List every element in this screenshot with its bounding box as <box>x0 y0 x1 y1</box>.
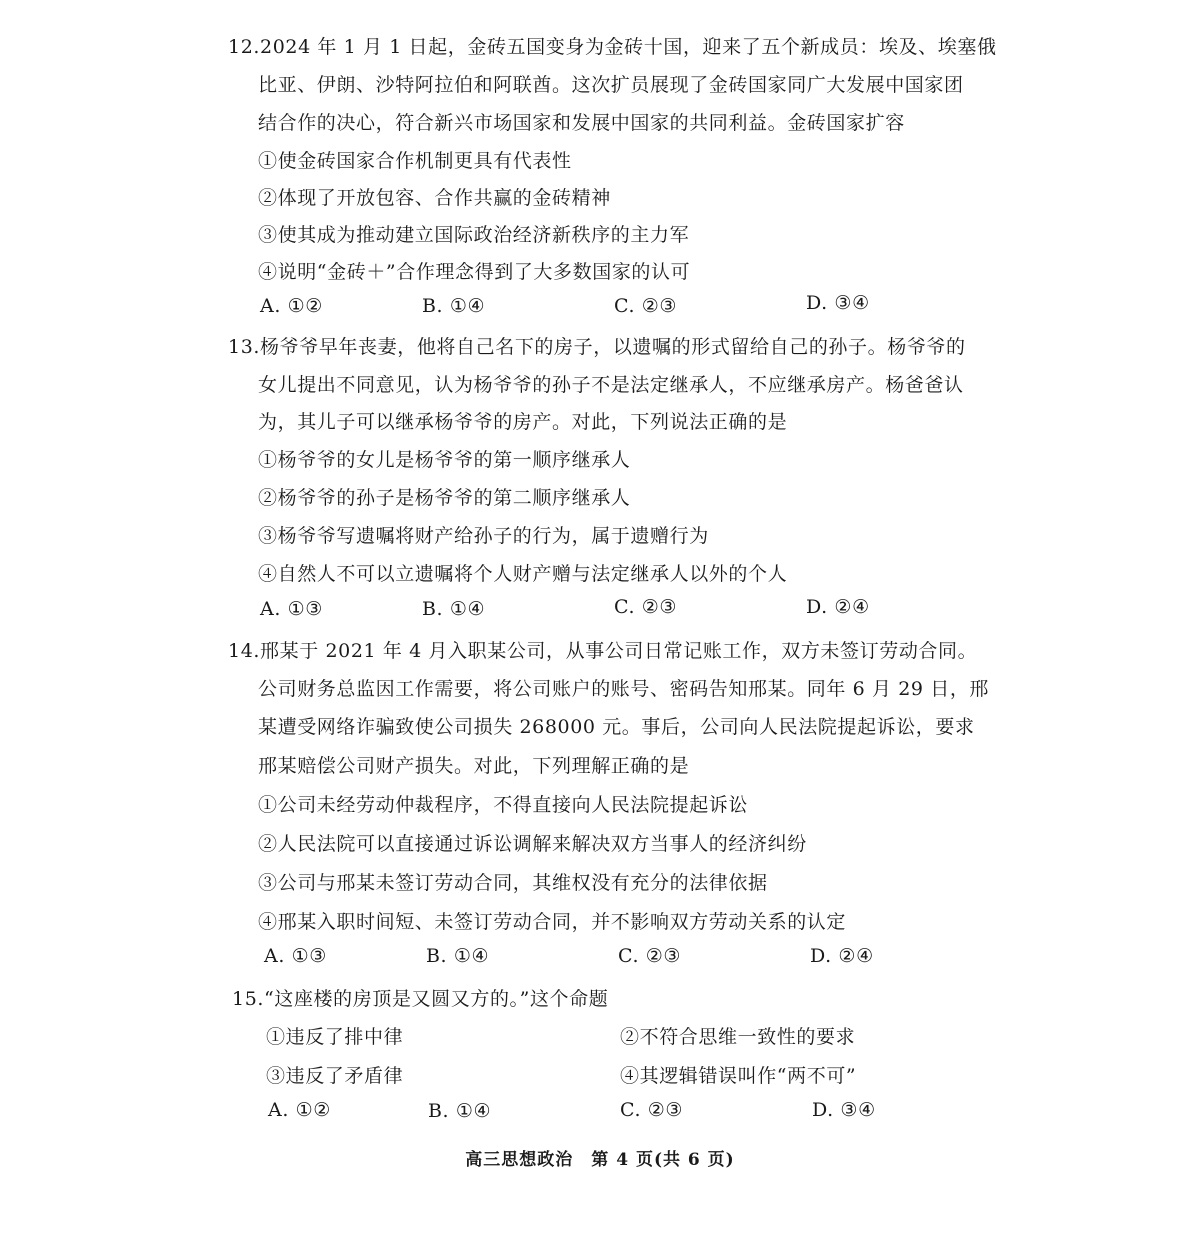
question-12-item-1: ①使金砖国家合作机制更具有代表性 <box>258 150 572 172</box>
question-14-item-2: ②人民法院可以直接通过诉讼调解来解决双方当事人的经济纠纷 <box>258 833 807 855</box>
question-13-item-3: ③杨爷爷写遗嘱将财产给孙子的行为，属于遗赠行为 <box>258 525 709 547</box>
question-13-line-3: 为，其儿子可以继承杨爷爷的房产。对此，下列说法正确的是 <box>258 411 788 433</box>
question-number: 12. <box>228 36 261 58</box>
question-15-item-3: ③违反了矛盾律 <box>266 1065 404 1087</box>
question-13-line-1: 13.杨爷爷早年丧妻，他将自己名下的房子，以遗嘱的形式留给自己的孙子。杨爷爷的 <box>228 336 966 358</box>
question-15-line-1: 15.“这座楼的房顶是又圆又方的。”这个命题 <box>232 988 609 1010</box>
question-12-line-2: 比亚、伊朗、沙特阿拉伯和阿联酋。这次扩员展现了金砖国家同广大发展中国家团 <box>258 74 964 96</box>
page-footer: 高三思想政治 第 4 页(共 6 页) <box>465 1150 735 1170</box>
question-14-option-c: C. ②③ <box>618 945 682 967</box>
question-14-option-d: D. ②④ <box>810 945 874 967</box>
question-15-option-d: D. ③④ <box>812 1099 876 1121</box>
question-number: 13. <box>228 336 261 358</box>
question-15-item-4: ④其逻辑错误叫作“两不可” <box>620 1065 857 1087</box>
question-12-option-d: D. ③④ <box>806 292 870 314</box>
question-14-item-4: ④邢某入职时间短、未签订劳动合同，并不影响双方劳动关系的认定 <box>258 911 847 933</box>
question-13-item-4: ④自然人不可以立遗嘱将个人财产赠与法定继承人以外的个人 <box>258 563 788 585</box>
question-12-line-1: 12.2024 年 1 月 1 日起，金砖五国变身为金砖十国，迎来了五个新成员：埃及、埃塞俄 <box>228 36 997 58</box>
question-13-item-1: ①杨爷爷的女儿是杨爷爷的第一顺序继承人 <box>258 449 631 471</box>
question-12-option-b: B. ①④ <box>422 295 486 317</box>
question-15-option-c: C. ②③ <box>620 1099 684 1121</box>
question-13-line-2: 女儿提出不同意见，认为杨爷爷的孙子不是法定继承人，不应继承房产。杨爸爸认 <box>258 374 964 396</box>
question-14-line-4: 邢某赔偿公司财产损失。对此，下列理解正确的是 <box>258 755 690 777</box>
question-15-option-a: A. ①② <box>268 1099 331 1121</box>
question-15-option-b: B. ①④ <box>428 1100 492 1122</box>
question-14-item-3: ③公司与邢某未签订劳动合同，其维权没有充分的法律依据 <box>258 872 768 894</box>
question-14-line-1: 14.邢某于 2021 年 4 月入职某公司，从事公司日常记账工作，双方未签订劳动合同。 <box>228 640 978 662</box>
question-14-item-1: ①公司未经劳动仲裁程序，不得直接向人民法院提起诉讼 <box>258 794 749 816</box>
question-13-option-b: B. ①④ <box>422 598 486 620</box>
question-12-option-c: C. ②③ <box>614 295 678 317</box>
question-13-item-2: ②杨爷爷的孙子是杨爷爷的第二顺序继承人 <box>258 487 631 509</box>
question-15-item-1: ①违反了排中律 <box>266 1026 404 1048</box>
question-number: 15. <box>232 988 265 1010</box>
question-12-line-3: 结合作的决心，符合新兴市场国家和发展中国家的共同利益。金砖国家扩容 <box>258 112 905 134</box>
question-14-line-2: 公司财务总监因工作需要，将公司账户的账号、密码告知邢某。同年 6 月 29 日，邢 <box>258 678 990 700</box>
question-number: 14. <box>228 640 261 662</box>
question-14-line-3: 某遭受网络诈骗致使公司损失 268000 元。事后，公司向人民法院提起诉讼，要求 <box>258 716 975 738</box>
question-12-item-4: ④说明“金砖＋”合作理念得到了大多数国家的认可 <box>258 261 691 283</box>
question-13-option-d: D. ②④ <box>806 596 870 618</box>
question-12-item-3: ③使其成为推动建立国际政治经济新秩序的主力军 <box>258 224 690 246</box>
question-14-option-b: B. ①④ <box>426 945 490 967</box>
question-14-option-a: A. ①③ <box>264 945 327 967</box>
question-12-option-a: A. ①② <box>260 295 323 317</box>
question-12-item-2: ②体现了开放包容、合作共赢的金砖精神 <box>258 187 611 209</box>
question-15-item-2: ②不符合思维一致性的要求 <box>620 1026 856 1048</box>
question-13-option-a: A. ①③ <box>260 598 323 620</box>
question-13-option-c: C. ②③ <box>614 596 678 618</box>
